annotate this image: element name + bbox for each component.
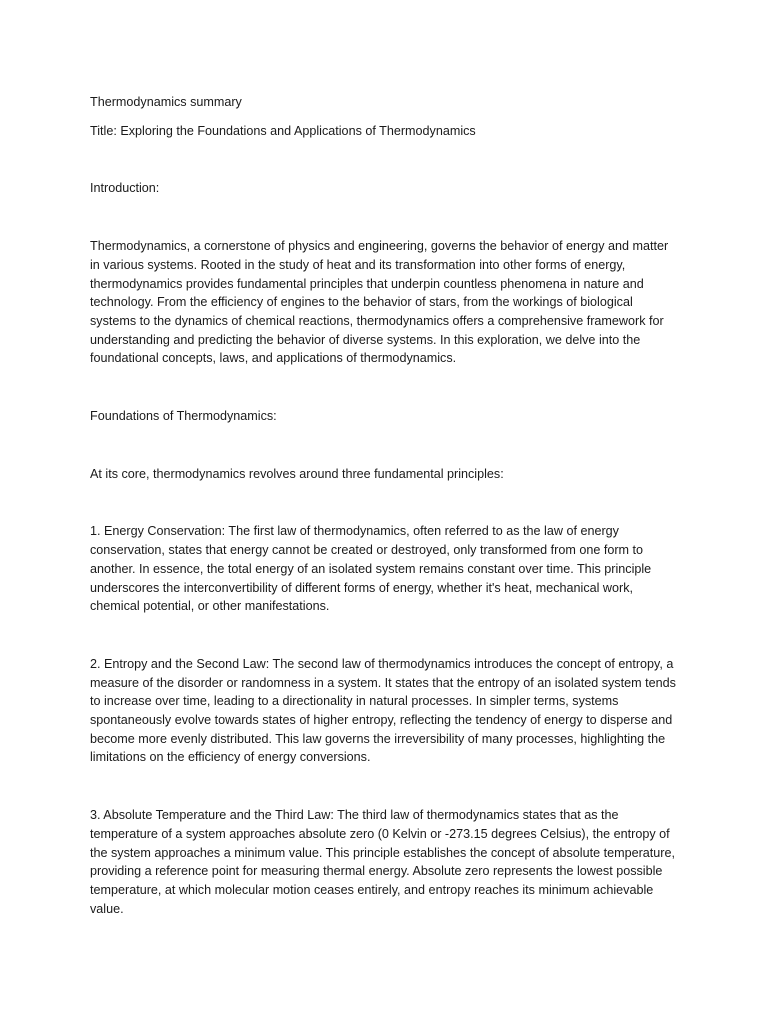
foundations-intro: At its core, thermodynamics revolves around three fundamental principles: <box>90 466 504 481</box>
document-body <box>90 93 680 918</box>
principle-energy-conservation: 1. Energy Conservation: The first law of thermodynamics, often referred to as the law of energy conservation, states that energy cannot be created or destroyed, only transformed from one form to another. In essence, the total energy of an isolated system remains constant over time. This principle underscores the interconvertibility of different forms of energy, whether it's heat, mechanical work, chemical potential, or other manifestations. <box>90 524 652 614</box>
document-title: Title: Exploring the Foundations and Applications of Thermodynamics <box>90 123 476 138</box>
introduction-paragraph: Thermodynamics, a cornerstone of physics and engineering, governs the behavior of energy and matter in various systems. Rooted in the study of heat and its transformation into other forms of energy, thermodynamics provides fundamental principles that underpin countless phenomena in nature and technology. From the efficiency of engines to the behavior of stars, from the workings of biological systems to the dynamics of chemical reactions, thermodynamics offers a comprehensive framework for understanding and predicting the behavior of diverse systems. In this exploration, we delve into the foundational concepts, laws, and applications of thermodynamics. <box>90 239 669 366</box>
spacer <box>90 140 680 179</box>
introduction-heading: Introduction: <box>90 181 160 196</box>
spacer <box>90 767 680 806</box>
principle-third-law: 3. Absolute Temperature and the Third Law: The third law of thermodynamics states that as the temperature of a system approaches absolute zero (0 Kelvin or -273.15 degrees Celsius), the entropy of the system approaches a minimum value. This principle establishes the concept of absolute temperature, providing a reference point for measuring thermal energy. Absolute zero represents the lowest possible temperature, at which molecular motion ceases entirely, and entropy reaches its minimum achievable value. <box>90 808 675 916</box>
principle-entropy-second-law: 2. Entropy and the Second Law: The second law of thermodynamics introduces the concept of entropy, a measure of the disorder or randomness in a system. It states that the entropy of an isolated system tends to increase over time, leading to a directionality in natural processes. In simpler terms, systems spontaneously evolve towards states of higher entropy, reflecting the tendency of energy to disperse and become more evenly distributed. This law governs the irreversibility of many processes, highlighting the limitations on the efficiency of energy conversions. <box>90 656 676 765</box>
spacer <box>90 368 680 407</box>
spacer <box>90 426 680 465</box>
spacer <box>90 616 680 655</box>
spacer <box>90 483 680 522</box>
spacer <box>90 198 680 237</box>
spacer <box>90 112 680 122</box>
foundations-heading: Foundations of Thermodynamics: <box>90 409 277 424</box>
summary-label: Thermodynamics summary <box>90 95 242 109</box>
